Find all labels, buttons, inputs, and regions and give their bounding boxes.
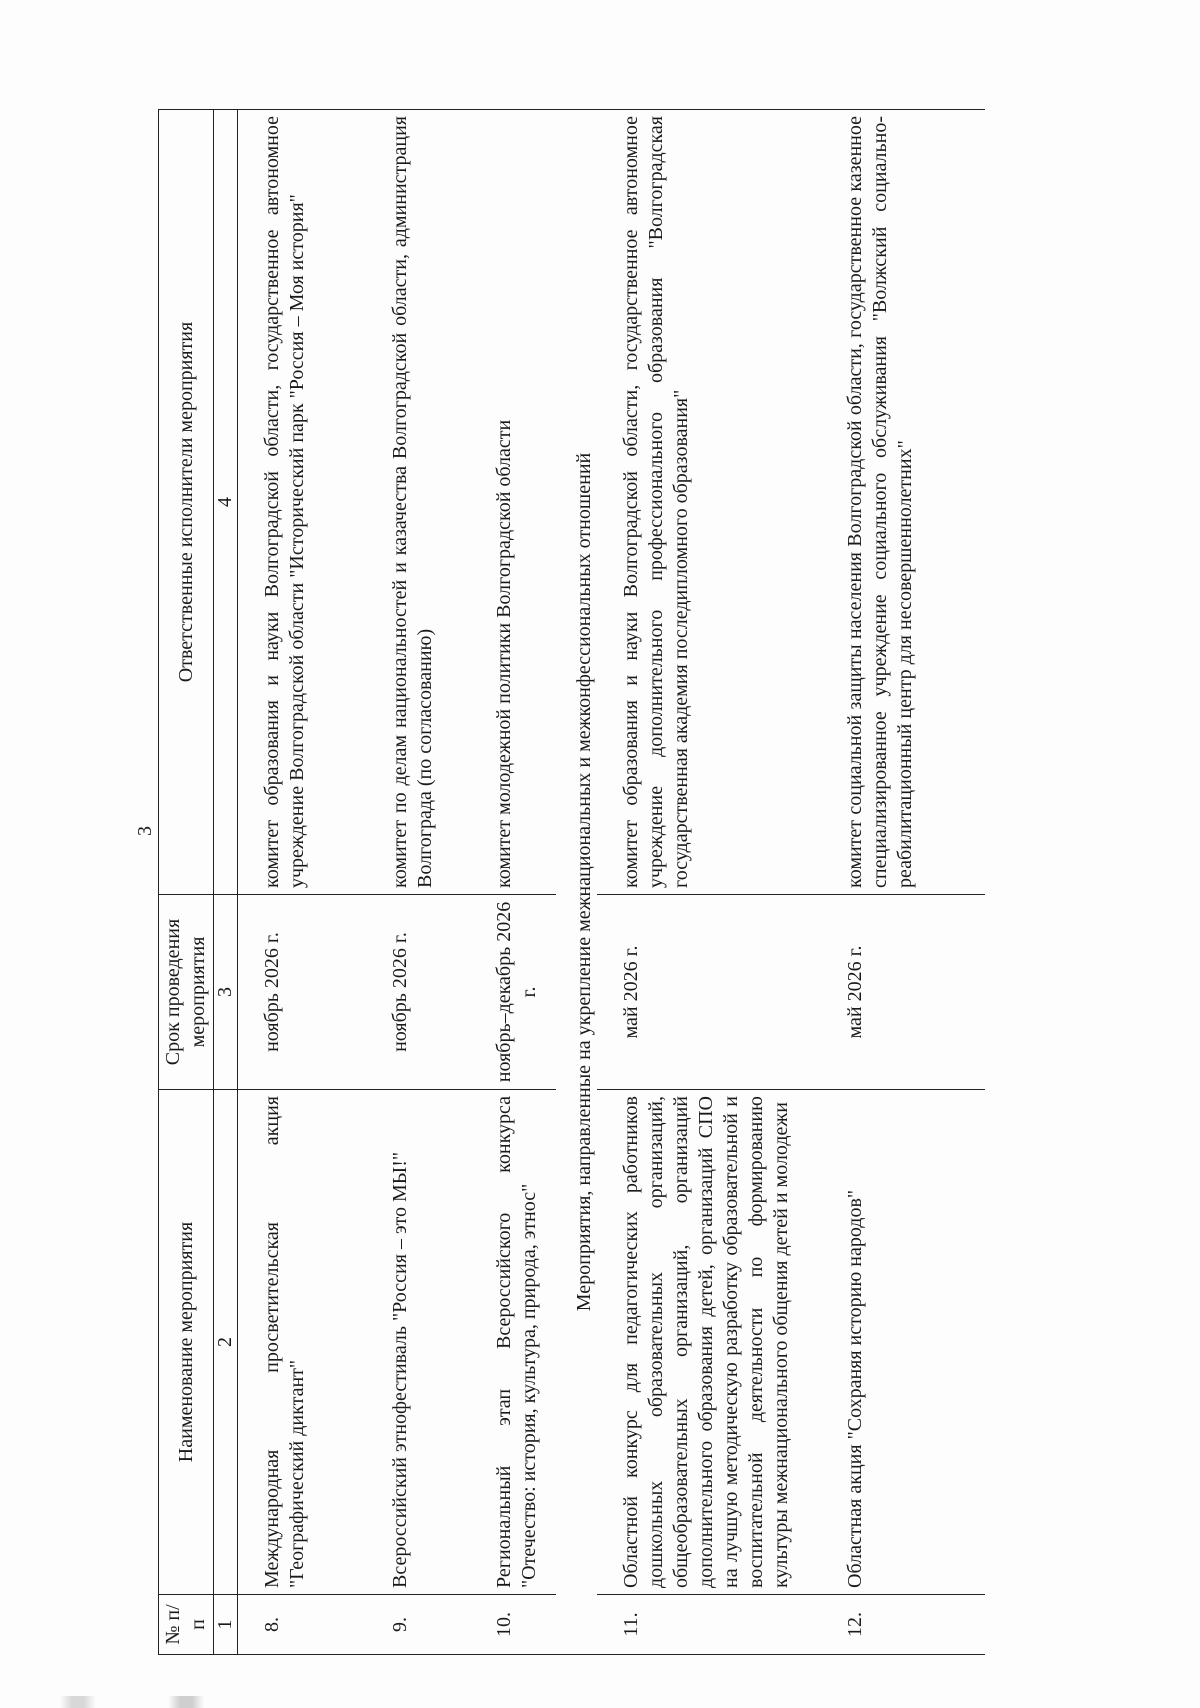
row-number: 8.	[238, 1595, 367, 1655]
row-number: 10.	[470, 1595, 556, 1655]
column-number: 4	[214, 110, 238, 895]
event-date: ноябрь 2026 г.	[238, 895, 367, 1090]
event-executors: комитет социальной защиты населения Волгоградской области, государственное казенное специализированное учреждение социального обслуживания "Волжский социально-реабилитационный центр для несовершеннолетних"	[821, 110, 985, 895]
table-header-row	[159, 110, 214, 1655]
event-date: май 2026 г.	[821, 895, 985, 1090]
header-date: Срок проведения мероприятия	[159, 895, 214, 1090]
page-number: 3	[134, 826, 156, 836]
scan-edge-artifact	[0, 1696, 1200, 1708]
table-row	[366, 110, 470, 1655]
header-name: Наименование мероприятия	[159, 1090, 214, 1595]
event-executors: комитет молодежной политики Волгоградской области	[470, 110, 556, 895]
row-number: 11.	[597, 1595, 821, 1655]
header-num: № п/п	[159, 1595, 214, 1655]
table-row	[238, 110, 367, 1655]
table-row	[470, 110, 556, 1655]
table-row	[821, 110, 985, 1655]
column-number-row	[214, 110, 238, 1655]
row-number: 12.	[821, 1595, 985, 1655]
table-row	[597, 110, 821, 1655]
event-executors: комитет образования и науки Волгоградской области, государственное автономное учреждение Волгоградской области "Исторический парк "Россия – Моя история"	[238, 110, 367, 895]
event-executors: комитет образования и науки Волгоградской области, государственное автономное учреждение дополнительного профессионального образования "Волгоградская государственная академия последипломного образования"	[597, 110, 821, 895]
column-number: 3	[214, 895, 238, 1090]
event-name: Областная акция "Сохраняя историю народов"	[821, 1090, 985, 1595]
event-executors: комитет по делам национальностей и казачества Волгоградской области, администрация Волгограда (по согласованию)	[366, 110, 470, 895]
row-number: 9.	[366, 1595, 470, 1655]
events-table	[158, 109, 985, 1655]
event-date: ноябрь–декабрь 2026 г.	[470, 895, 556, 1090]
column-number: 2	[214, 1090, 238, 1595]
event-name: Международная просветительская акция "Географический диктант"	[238, 1090, 367, 1595]
event-date: ноябрь 2026 г.	[366, 895, 470, 1090]
event-name: Областной конкурс для педагогических работников дошкольных образовательных организаций, общеобразовательных организаций, организаций дополнительного образования детей, организаций СПО на лучшую методическую разработку образовательной и воспитательной деятельности по формированию культуры межнационального общения детей и молодежи	[597, 1090, 821, 1595]
column-number: 1	[214, 1595, 238, 1655]
header-executors: Ответственные исполнители мероприятия	[159, 110, 214, 895]
event-date: май 2026 г.	[597, 895, 821, 1090]
event-name: Всероссийский этнофестиваль "Россия – это МЫ!"	[366, 1090, 470, 1595]
section-title: Мероприятия, направленные на укрепление межнациональных и межконфессиональных отношений	[556, 110, 597, 1655]
events-table-container	[158, 110, 1058, 1655]
event-name: Региональный этап Всероссийского конкурса "Отечество: история, культура, природа, этнос"	[470, 1090, 556, 1595]
section-row	[556, 110, 597, 1655]
